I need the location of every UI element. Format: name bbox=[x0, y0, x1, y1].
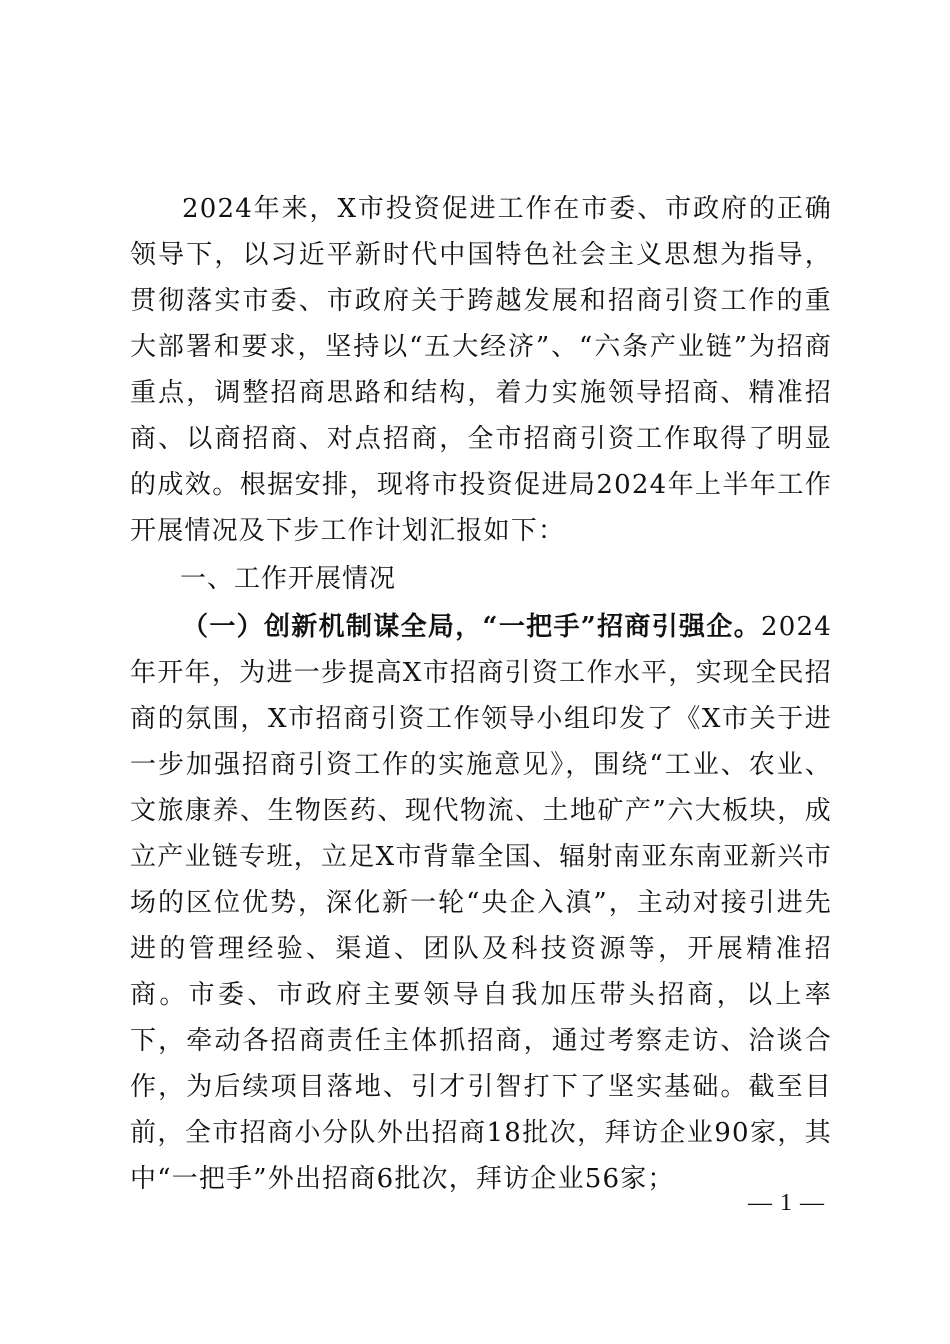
page-number: — 1 — bbox=[748, 1190, 825, 1216]
intro-paragraph: 2024年来，X市投资促进工作在市委、市政府的正确领导下，以习近平新时代中国特色社会主义思想为指导，贯彻落实市委、市政府关于跨越发展和招商引资工作的重大部署和要求，坚持以“五大经济”、“六条产业链”为招商重点，调整招商思路和结构，着力实施领导招商、精准招商、以商招商、对点招商，全市招商引资工作取得了明显的成效。根据安排，现将市投资促进局2024年上半年工作开展情况及下步工作计划汇报如下： bbox=[130, 194, 832, 546]
subsection-lead: （一）创新机制谋全局，“一把手”招商引强企。 bbox=[182, 612, 762, 642]
section-heading: 一、工作开展情况 bbox=[180, 564, 397, 594]
document-page bbox=[130, 186, 832, 1202]
subsection-body: 2024年开年，为进一步提高X市招商引资工作水平，实现全民招商的氛围，X市招商引资工作领导小组印发了《X市关于进一步加强招商引资工作的实施意见》，围绕“工业、农业、文旅康养、生物医药、现代物流、土地矿产”六大板块，成立产业链专班，立足X市背靠全国、辐射南亚东南亚新兴市场的区位优势，深化新一轮“央企入滇”，主动对接引进先进的管理经验、渠道、团队及科技资源等，开展精准招商。市委、市政府主要领导自我加压带头招商，以上率下，牵动各招商责任主体抓招商，通过考察走访、洽谈合作，为后续项目落地、引才引智打下了坚实基础。截至目前，全市招商小分队外出招商18批次，拜访企业90家，其中“一把手”外出招商6批次，拜访企业56家； bbox=[130, 612, 832, 1194]
subsection-paragraph bbox=[130, 604, 832, 1202]
